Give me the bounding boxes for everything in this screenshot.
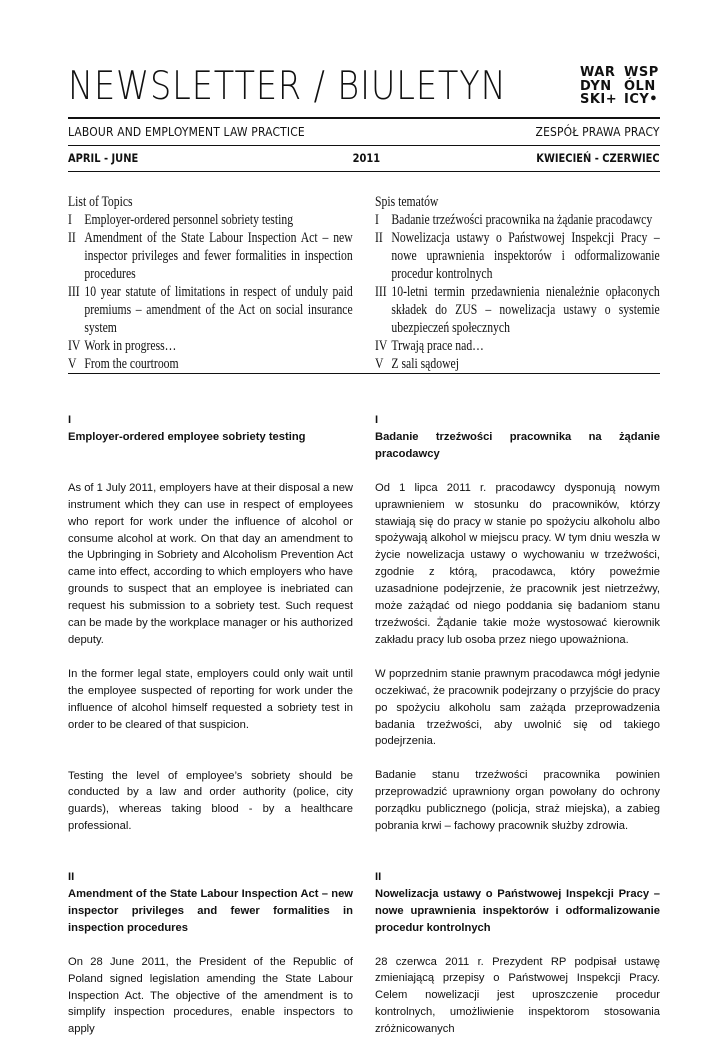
masthead-rule-top (68, 117, 660, 119)
topic-number: III (68, 284, 80, 300)
masthead-rule-mid (68, 145, 660, 146)
topic-item (68, 337, 353, 355)
masthead-rule-bottom (68, 171, 660, 172)
paragraph: Testing the level of employee’s sobriety should be conducted by a law and order authority (police, city guards), whereas taking blood - by a healthcare professional. (68, 769, 353, 833)
topic-number: IV (375, 338, 388, 354)
paragraph: In the former legal state, employers could only wait until the employee suspected of reporting for work under the influence of alcohol himself requested a sobriety test in order to be cleared of that suspicion. (68, 667, 353, 731)
paragraph: 28 czerwca 2011 r. Prezydent RP podpisał ustawę zmieniającą przepisy o Państwowej Inspekcji Pracy. Celem nowelizacji jest uproszczenie procedur kontrolnych, umożliwienie inspektorom stosowania zróżnicowanych (375, 955, 660, 1036)
topic-number: I (68, 212, 72, 228)
topic-item (375, 229, 660, 283)
issue-year: 2011 (352, 151, 381, 165)
topics-heading-en: List of Topics (68, 194, 133, 210)
topic-text: Badanie trzeźwości pracownika na żądanie pracodawcy (391, 212, 653, 228)
period-pl: KWIECIEŃ - CZERWIEC (536, 151, 660, 165)
topic-text: 10 year statute of limitations in respect of unduly paid premiums – amendment of the Act on social insurance system (84, 284, 353, 336)
period-en: APRIL - JUNE (68, 151, 139, 165)
topic-number: II (375, 230, 383, 246)
paragraph: Badanie stanu trzeźwości pracownika powinien przeprowadzić uprawniony organ powołany do ochrony porządku publicznego (policja, straż miejska), a zabieg pobrania krwi – fachowy pracownik służby zdrowia. (375, 769, 660, 833)
topic-item (68, 211, 353, 229)
topic-number: V (375, 356, 384, 372)
topic-text: Nowelizacja ustawy o Państwowej Inspekcji Pracy – nowe uprawnienia inspektorów i odformalizowanie procedur kontrolnych (391, 230, 660, 282)
logo-line: SKI+ (580, 92, 618, 107)
practice-pl: ZESPÓŁ PRAWA PRACY (535, 124, 660, 139)
paragraph: Od 1 lipca 2011 r. pracodawcy dysponują nowym uprawnieniem w stosunku do pracowników, którzy stawiają się do pracy w stanie po spożyciu alkoholu albo spożywają alkohol w miejscu pracy. W tym dniu weszła w życie nowelizacja ustawy o wychowaniu w trzeźwości, zgodnie z którą, pracodawca, który poweźmie uzasadnione podejrzenie, że pracownik jest nietrzeźwy, może zażądać od niego poddania się badaniom stanu trzeźwości. Żądanie takie może wystosować kierownik zakładu pracy lub osoba przez niego upoważniona. (375, 481, 660, 646)
section-title: Employer-ordered employee sobriety testing (68, 430, 306, 443)
topic-text: Trwają prace nad… (391, 338, 484, 354)
section-number: II (375, 870, 382, 883)
topic-item (68, 355, 353, 373)
section-number: I (375, 414, 379, 426)
body-column-pl (375, 412, 660, 1038)
practice-en: LABOUR AND EMPLOYMENT LAW PRACTICE (68, 124, 305, 139)
logo-line: ÓLN (624, 78, 656, 94)
topic-text: Work in progress… (84, 338, 177, 354)
topic-text: 10-letni termin przedawnienia nienależnie opłaconych składek do ZUS – nowelizacja ustawy o systemie ubezpieczeń społecznych (391, 284, 660, 336)
paragraph: As of 1 July 2011, employers have at their disposal a new instrument which they can use in respect of employees who report for work under the influence of alcohol or consume alcohol at work. On that day an amendment to the Upbringing in Sobriety and Alcoholism Prevention Act came into effect, according to which employers who have grounds to suspect that an employee is inebriated can request his submission to a sobriety test. Such request can be made by the workplace manager or his authorized deputy. (68, 481, 353, 646)
topic-number: III (375, 284, 387, 300)
topic-text: Amendment of the State Labour Inspection Act – new inspector privileges and fewer formalities in inspection procedures (84, 230, 353, 282)
topics-heading-pl: Spis tematów (375, 194, 439, 210)
topic-number: II (68, 230, 76, 246)
section-number: II (68, 871, 75, 884)
topic-text: From the courtroom (84, 356, 179, 372)
topic-item (375, 355, 660, 373)
paragraph: On 28 June 2011, the President of the Republic of Poland signed legislation amending the State Labour Inspection Act. The objective of the amendment is to simplify inspection procedures, enable inspectors to apply (68, 955, 353, 1036)
section-title: Amendment of the State Labour Inspection Act – new inspector privileges and fewer formalities in inspection procedures (68, 888, 353, 934)
topic-item (375, 337, 660, 355)
topic-item (375, 211, 660, 229)
topic-number: V (68, 356, 77, 372)
logo-line: ICY• (624, 92, 659, 107)
topic-text: Z sali sądowej (391, 356, 459, 372)
newsletter-title: NEWSLETTER / BIULETYN (68, 64, 507, 109)
logo-left-column (580, 66, 617, 107)
logo-line: WSP (624, 65, 659, 80)
topics-list-pl (375, 193, 660, 373)
topic-item (375, 283, 660, 337)
logo-right-column (624, 66, 659, 107)
firm-logo (580, 66, 660, 110)
logo-line: WAR (580, 65, 616, 80)
body-column-en (68, 412, 353, 1038)
topics-list-en (68, 193, 353, 373)
topic-text: Employer-ordered personnel sobriety testing (84, 212, 294, 228)
paragraph: W poprzednim stanie prawnym pracodawca mógł jedynie oczekiwać, że pracownik podejrzany o przyjście do pracy po spożyciu alkoholu sam zażąda przeprowadzenia badania trzeźwości, aby uwolnić się od takiego podejrzenia. (375, 667, 660, 748)
section-number: I (68, 414, 72, 426)
topics-rule-bottom (68, 373, 660, 374)
topic-number: I (375, 212, 379, 228)
topic-item (68, 283, 353, 337)
section-title: Nowelizacja ustawy o Państwowej Inspekcji Pracy – nowe uprawnienia inspektorów i odformalizowanie procedur kontrolnych (375, 887, 660, 934)
topic-number: IV (68, 338, 81, 354)
topic-item (68, 229, 353, 283)
practice-row (68, 124, 660, 139)
section-title: Badanie trzeźwości pracownika na żądanie pracodawcy (375, 430, 660, 460)
logo-line: DYN (580, 78, 612, 94)
